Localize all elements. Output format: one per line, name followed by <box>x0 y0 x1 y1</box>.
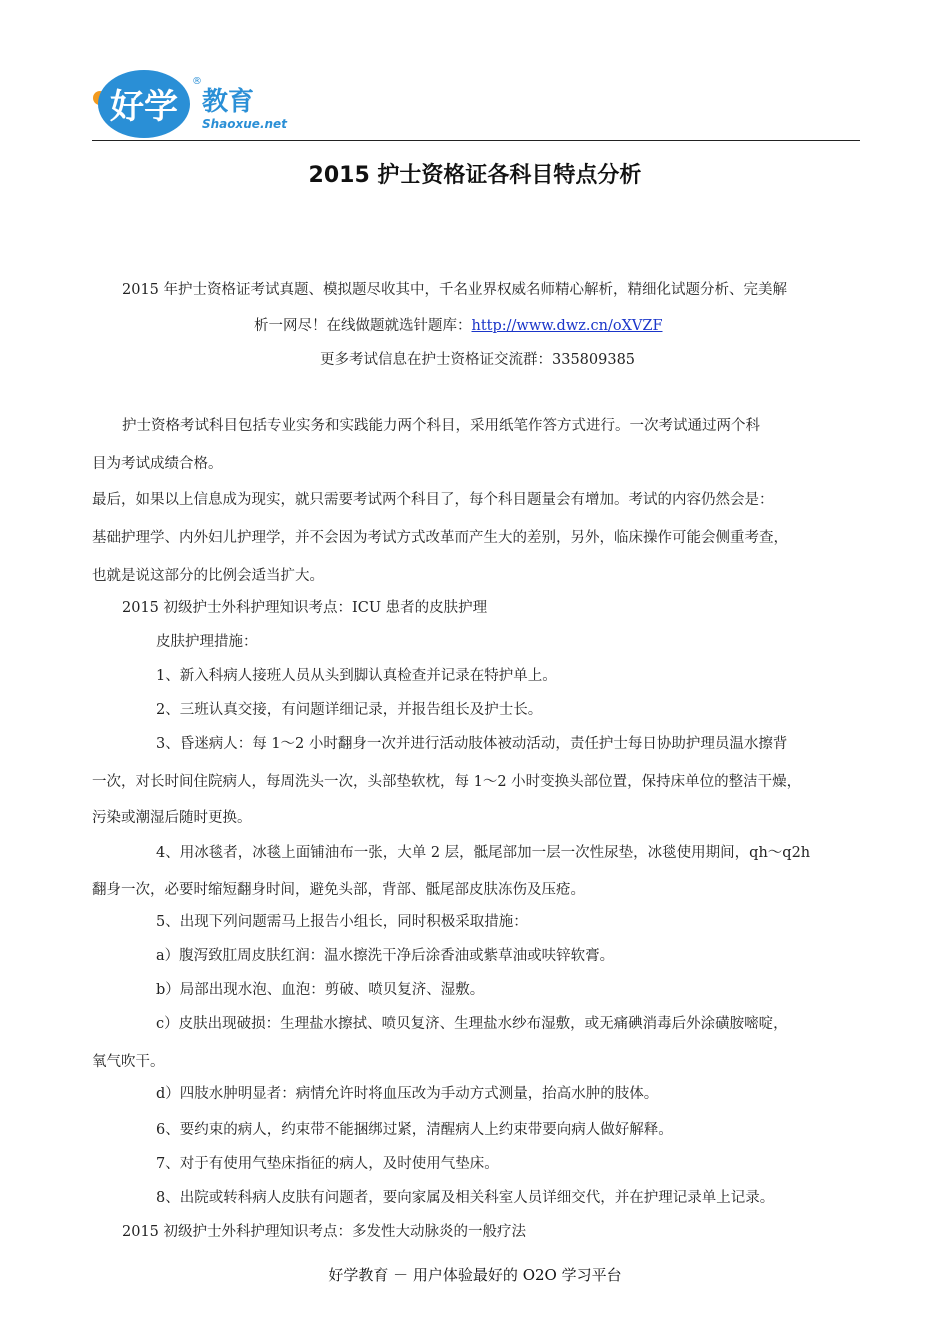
list-item-cont: 氧气吹干。 <box>92 1054 165 1070</box>
logo-brand: 好学 <box>110 87 178 127</box>
page-title: 2015 护士资格证各科目特点分析 <box>308 163 642 188</box>
list-item-cont: 翻身一次，必要时缩短翻身时间，避免头部，背部、骶尾部皮肤冻伤及压疮。 <box>92 882 585 898</box>
list-item: b）局部出现水泡、血泡：剪破、喷贝复济、湿敷。 <box>156 982 485 998</box>
body-line: 也就是说这部分的比例会适当扩大。 <box>92 568 324 584</box>
list-item: 3、昏迷病人：每 1～2 小时翻身一次并进行活动肢体被动活动，责任护士每日协助护理员温水擦背 <box>156 736 788 752</box>
body-line: 目为考试成绩合格。 <box>92 456 223 472</box>
section-heading: 2015 初级护士外科护理知识考点：ICU 患者的皮肤护理 <box>122 600 488 616</box>
body-line: 基础护理学、内外妇儿护理学，并不会因为考试方式改革而产生大的差别，另外，临床操作可能会侧重考查， <box>92 530 788 546</box>
list-item: c）皮肤出现破损：生理盐水擦拭、喷贝复济、生理盐水纱布湿敷，或无痛碘消毒后外涂磺胺嘧啶， <box>156 1016 788 1032</box>
list-item: 1、新入科病人接班人员从头到脚认真检查并记录在特护单上。 <box>156 668 557 684</box>
intro-line-1: 2015 年护士资格证考试真题、模拟题尽收其中，千名业界权威名师精心解析，精细化试题分析、完美解 <box>122 282 788 298</box>
body-line: 护士资格考试科目包括专业实务和实践能力两个科目，采用纸笔作答方式进行。一次考试通过两个科 <box>122 418 760 434</box>
list-item-cont: 污染或潮湿后随时更换。 <box>92 810 252 826</box>
intro-line-3: 更多考试信息在护士资格证交流群：335809385 <box>320 352 636 368</box>
list-item: 8、出院或转科病人皮肤有问题者，要向家属及相关科室人员详细交代，并在护理记录单上记录。 <box>156 1190 775 1206</box>
list-item: 6、要约束的病人，约束带不能捆绑过紧，清醒病人上约束带要向病人做好解释。 <box>156 1122 673 1138</box>
logo-registered: ® <box>192 76 202 87</box>
list-item: 7、对于有使用气垫床指征的病人，及时使用气垫床。 <box>156 1156 499 1172</box>
logo-sub: 教育 <box>202 87 255 117</box>
list-item: d）四肢水肿明显者：病情允许时将血压改为手动方式测量，抬高水肿的肢体。 <box>156 1086 659 1102</box>
list-item: 4、用冰毯者，冰毯上面铺油布一张，大单 2 层，骶尾部加一层一次性尿垫，冰毯使用期间，qh～q2h <box>156 845 811 861</box>
logo <box>92 68 292 140</box>
body-line: 皮肤护理措施： <box>156 634 258 650</box>
logo-domain: Shaoxue.net <box>202 117 287 131</box>
intro-line-2-text: 析一网尽！在线做题就选针题库： <box>254 318 472 334</box>
list-item: 5、出现下列问题需马上报告小组长，同时积极采取措施： <box>156 914 528 930</box>
list-item: 2、三班认真交接，有问题详细记录，并报告组长及护士长。 <box>156 702 543 718</box>
page-footer: 好学教育 － 用户体验最好的 O2O 学习平台 <box>328 1266 622 1284</box>
list-item-cont: 一次，对长时间住院病人，每周洗头一次，头部垫软枕，每 1～2 小时变换头部位置，保持床单位的整洁干燥， <box>92 774 802 790</box>
question-bank-link[interactable]: http://www.dwz.cn/oXVZF <box>471 318 663 334</box>
body-line: 最后，如果以上信息成为现实，就只需要考试两个科目了，每个科目题量会有增加。考试的内容仍然会是： <box>92 492 774 508</box>
header-divider <box>92 140 860 141</box>
list-item: a）腹泻致肛周皮肤红润：温水擦洗干净后涂香油或紫草油或呋锌软膏。 <box>156 948 615 964</box>
section-heading: 2015 初级护士外科护理知识考点：多发性大动脉炎的一般疗法 <box>122 1224 527 1240</box>
intro-line-2 <box>254 316 663 336</box>
